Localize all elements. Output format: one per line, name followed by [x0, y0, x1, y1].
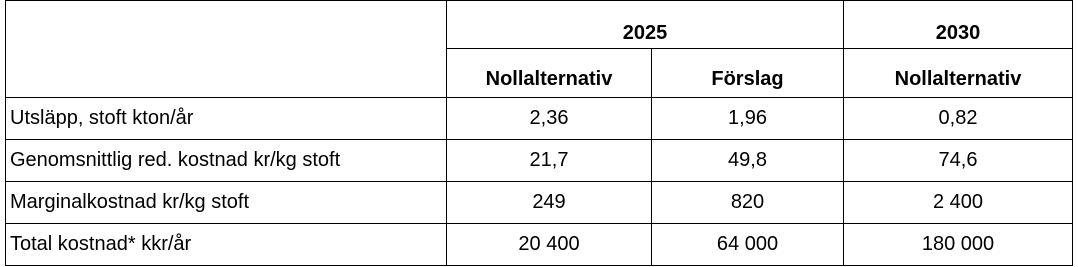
cell-forslag-2025: 820 [652, 182, 844, 224]
table-row-avg-cost [6, 140, 1073, 182]
row-label: Total kostnad* kkr/år [6, 224, 447, 266]
cell-na-2025: 20 400 [447, 224, 652, 266]
cost-table-container [5, 0, 1072, 262]
header-year-2025: 2025 [447, 1, 844, 49]
row-label: Marginalkostnad kr/kg stoft [6, 182, 447, 224]
header-row-years [6, 1, 1073, 49]
header-nollalternativ-2030: Nollalternativ [844, 49, 1073, 98]
cell-na-2030: 74,6 [844, 140, 1073, 182]
cell-na-2030: 0,82 [844, 98, 1073, 140]
cell-forslag-2025: 64 000 [652, 224, 844, 266]
cell-na-2030: 2 400 [844, 182, 1073, 224]
cell-forslag-2025: 49,8 [652, 140, 844, 182]
row-label: Genomsnittlig red. kostnad kr/kg stoft [6, 140, 447, 182]
cell-forslag-2025: 1,96 [652, 98, 844, 140]
header-year-2030: 2030 [844, 1, 1073, 49]
table-row-total-cost [6, 224, 1073, 266]
cell-na-2025: 21,7 [447, 140, 652, 182]
table-row-emissions [6, 98, 1073, 140]
cell-na-2030: 180 000 [844, 224, 1073, 266]
table-row-marginal-cost [6, 182, 1073, 224]
row-label: Utsläpp, stoft kton/år [6, 98, 447, 140]
cost-table [5, 0, 1073, 266]
cell-na-2025: 2,36 [447, 98, 652, 140]
header-forslag-2025: Förslag [652, 49, 844, 98]
header-nollalternativ-2025: Nollalternativ [447, 49, 652, 98]
corner-cell [6, 1, 447, 98]
cell-na-2025: 249 [447, 182, 652, 224]
